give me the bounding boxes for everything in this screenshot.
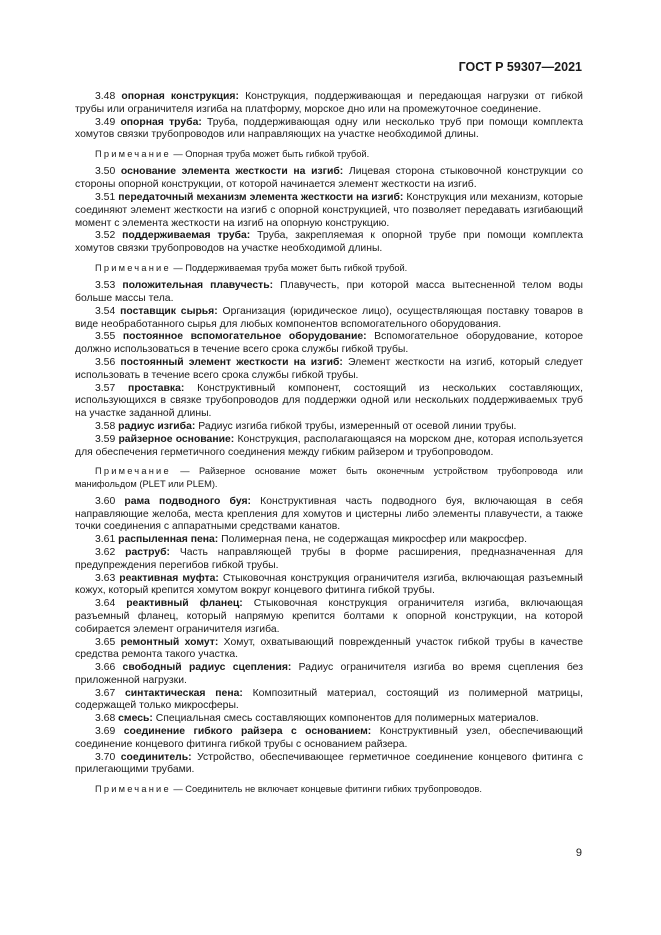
entry-text: Конструктивный узел, обеспечивающий соединение концевого фитинга гибкой трубы с основанием райзера.	[75, 726, 583, 750]
entry-number: 3.51	[95, 191, 116, 203]
entry-term: опорная конструкция:	[121, 91, 239, 102]
entry-term: соединитель:	[120, 751, 192, 763]
definition-entry	[75, 91, 583, 117]
note-paragraph	[75, 148, 583, 160]
entry-number: 3.58	[95, 420, 116, 432]
entry-number: 3.68	[95, 713, 116, 725]
entry-text: Часть направляющей трубы в форме расширения, предназначенная для предупреждения перегибов гибкой трубы.	[75, 546, 583, 571]
entry-term: реактивная муфта:	[119, 572, 219, 584]
page-number: 9	[575, 847, 582, 859]
entry-text: Хомут, охватывающий поврежденный участок гибкой трубы в качестве средства ремонта такого участка.	[75, 636, 583, 661]
entry-number: 3.57	[95, 382, 116, 394]
entry-text: Радиус ограничителя изгиба во время сцепления без приложенной нагрузки.	[75, 662, 583, 686]
entry-term: положительная плавучесть:	[122, 280, 274, 292]
entry-term: реактивный фланец:	[126, 598, 243, 610]
definition-entry	[75, 752, 583, 778]
entry-number: 3.61	[95, 534, 116, 546]
entry-term: проставка:	[128, 382, 185, 394]
entry-number: 3.70	[95, 751, 116, 763]
entry-number: 3.59	[95, 433, 116, 445]
definition-entry	[75, 192, 583, 230]
note-label: Примечание	[95, 149, 171, 160]
note-label: Примечание	[95, 466, 171, 477]
entry-term: райзерное основание:	[118, 433, 235, 445]
entry-number: 3.48	[95, 91, 116, 102]
note-paragraph	[75, 262, 583, 274]
definition-entry	[75, 573, 583, 599]
definition-entry	[75, 117, 583, 143]
entry-text: Плавучесть, при которой масса вытесненной телом воды больше массы тела.	[75, 280, 584, 304]
entry-text: Вспомогательное оборудование, которое должно использоваться в течение всего срока службы гибкой трубы.	[75, 331, 584, 356]
definition-entry	[75, 547, 583, 573]
note-paragraph	[75, 465, 583, 489]
entry-text: Специальная смесь составляющих компонентов для полимерных материалов.	[152, 713, 539, 725]
entry-text: Конструктивная часть подводного буя, включающая в себя направляющие желоба, места крепления для хомутов и цистерны либо элементы плавучести, а также точки соединения с аппаратными средствами канатов.	[75, 495, 583, 533]
document-body	[75, 91, 583, 801]
entry-number: 3.53	[95, 280, 116, 292]
entry-term: радиус изгиба:	[118, 420, 196, 432]
entry-term: основание элемента жесткости на изгиб:	[120, 166, 344, 178]
entry-text: Лицевая сторона стыковочной конструкции со стороны опорной конструкции, от которой начинается элемент жесткости на изгиб.	[75, 166, 583, 191]
definition-entry	[75, 280, 583, 306]
entry-number: 3.65	[95, 636, 116, 648]
definition-entry	[75, 688, 583, 714]
entry-term: поставщик сырья:	[120, 305, 218, 317]
definition-entry	[75, 357, 583, 383]
entry-text: Композитный материал, состоящий из полимерной матрицы, содержащей только микросферы.	[75, 687, 583, 712]
entry-term: синтактическая пена:	[125, 687, 243, 699]
definition-entry	[75, 637, 583, 663]
definition-entry	[75, 230, 583, 256]
definition-entry	[75, 726, 583, 752]
note-text: — Поддерживаемая труба может быть гибкой трубой.	[170, 262, 408, 273]
entry-number: 3.60	[95, 495, 116, 507]
note-paragraph	[75, 783, 583, 795]
note-text: — Райзерное основание может быть оконечным устройством трубопровода или манифольдом (PLET или PLEM).	[75, 466, 583, 489]
entry-term: опорная труба:	[120, 116, 202, 128]
entry-text: Конструкция, располагающаяся на морском дне, которая используется для обеспечения герметичного соединения между гибким райзером и трубопроводом.	[75, 433, 584, 458]
definition-entry	[75, 662, 583, 688]
entry-number: 3.66	[95, 662, 116, 674]
entry-term: поддерживаемая труба:	[122, 230, 251, 242]
entry-term: постоянное вспомогательное оборудование:	[122, 331, 367, 343]
definition-entry	[75, 331, 583, 357]
entry-term: соединение гибкого райзера с основанием:	[123, 726, 372, 738]
entry-text: Конструктивный компонент, состоящий из нескольких составляющих, использующихся в связке трубопроводов для поддержки одной или нескольких поддерживаемых труб на участке заданной длины.	[75, 382, 583, 420]
entry-text: Устройство, обеспечивающее герметичное соединение концевого фитинга с прилегающими трубами.	[75, 751, 583, 776]
entry-number: 3.62	[95, 546, 116, 558]
entry-text: Стыковочная конструкция ограничителя изгиба, включающая разъемный фланец, который напрямую крепится болтами к опорной конструкции, на которой собирается элемент ограничителя изгиба.	[75, 598, 583, 635]
entry-term: распыленная пена:	[118, 534, 219, 546]
entry-term: ремонтный хомут:	[120, 636, 219, 648]
note-text: — Опорная труба может быть гибкой трубой.	[170, 149, 370, 160]
entry-number: 3.63	[95, 572, 116, 584]
entry-text: Конструкция или механизм, которые соединяют элемент жесткости на изгиб с опорной конструкцией, что позволяет передавать изгибающий момент с элемента жесткости на изгиб на опорную конструкцию.	[75, 191, 584, 229]
entry-number: 3.52	[95, 230, 116, 242]
definition-entry	[75, 306, 583, 332]
entry-number: 3.50	[95, 166, 116, 178]
entry-text: Элемент жесткости на изгиб, который следует использовать в течение всего срока службы гибкой трубы.	[75, 356, 584, 381]
definition-entry	[75, 598, 583, 636]
entry-text: Стыковочная конструкция ограничителя изгиба, включающая разъемный кожух, который крепится хомутом вокруг концевого фитинга гибкой трубы.	[75, 572, 583, 597]
entry-text: Труба, поддерживающая одну или несколько труб при помощи комплекта хомутов связки трубопроводов или направляющих на участке необходимой длины.	[75, 116, 584, 141]
entry-text: Радиус изгиба гибкой трубы, измеренный от осевой линии трубы.	[195, 420, 517, 432]
document-standard-code: ГОСТ Р 59307—2021	[458, 60, 582, 74]
entry-number: 3.56	[95, 356, 116, 368]
definition-entry	[75, 166, 583, 192]
entry-text: Труба, закрепляемая к опорной трубе при помощи комплекта хомутов связки трубопроводов на участке необходимой длины.	[75, 230, 583, 255]
definition-entry	[75, 421, 583, 434]
entry-term: передаточный механизм элемента жесткости на изгиб:	[118, 191, 404, 203]
entry-term: смесь:	[118, 713, 153, 725]
entry-number: 3.67	[95, 687, 116, 699]
definition-entry	[75, 496, 583, 534]
definition-entry	[75, 713, 583, 726]
definition-entry	[75, 434, 583, 460]
definition-entry	[75, 383, 583, 421]
note-text: — Соединитель не включает концевые фитинги гибких трубопроводов.	[170, 784, 482, 795]
entry-term: раструб:	[125, 546, 170, 558]
entry-number: 3.64	[95, 598, 116, 610]
entry-term: рама подводного буя:	[124, 495, 251, 507]
entry-number: 3.55	[95, 331, 116, 343]
entry-text: Организация (юридическое лицо), осуществляющая поставку товаров в виде необработанного сырья для любых компонентов вспомогательного оборудования.	[75, 305, 584, 330]
entry-term: свободный радиус сцепления:	[122, 662, 292, 674]
definition-entry	[75, 534, 583, 547]
entry-text: Конструкция, поддерживающая и передающая нагрузки от гибкой трубы или ограничителя изгиба на платформу, морское дно или на промежуточное соединение.	[75, 91, 583, 115]
note-label: Примечание	[95, 784, 171, 795]
entry-text: Полимерная пена, не содержащая микросфер или макросфер.	[218, 534, 527, 546]
note-label: Примечание	[95, 262, 171, 273]
entry-number: 3.54	[95, 305, 116, 317]
entry-number: 3.69	[95, 726, 116, 738]
entry-term: постоянный элемент жесткости на изгиб:	[120, 356, 343, 368]
entry-number: 3.49	[95, 116, 116, 128]
